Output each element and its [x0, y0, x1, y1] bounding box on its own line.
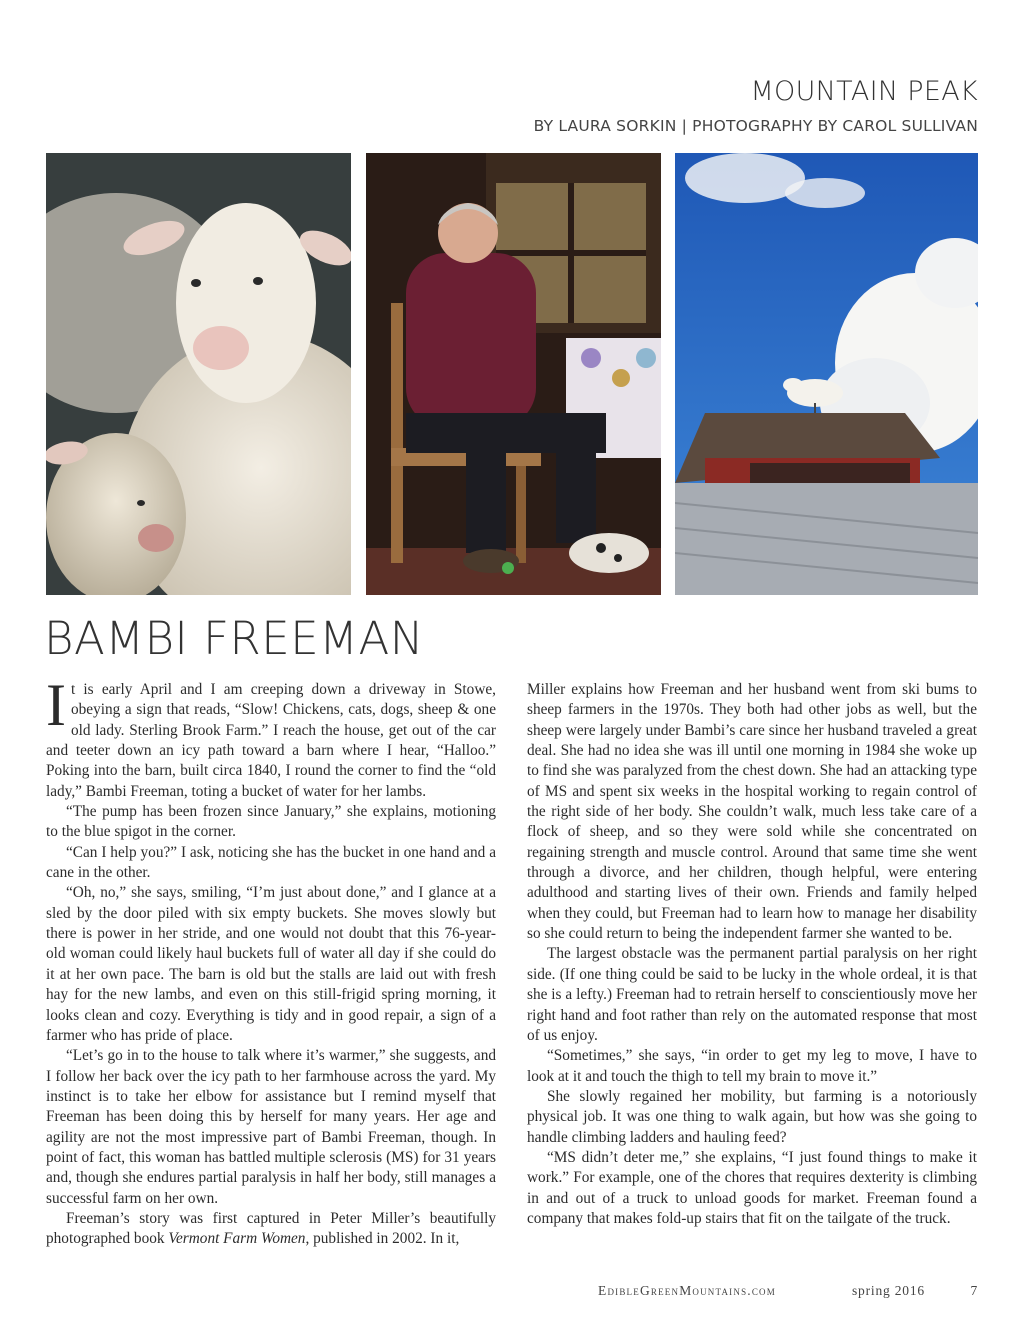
- paragraph: The largest obstacle was the permanent partial paralysis on her right side. (If one thing could be said to be lucky in the whole ordeal, it is that she is a lefty.) Freeman had to retrain herself to conscientiously move her right hand and foot rather than rely on the automated response that most of us enjoy.: [527, 945, 977, 1044]
- article-column-right: [527, 680, 977, 1229]
- page-number: 7: [970, 1283, 978, 1298]
- paragraph: Freeman’s story was first captured in Peter Miller’s beautifully photographed book Vermont Farm Women, published in 2002. In it,: [46, 1209, 496, 1248]
- bambi-freeman-photo: [366, 153, 661, 595]
- paragraph: “Sometimes,” she says, “in order to get my leg to move, I have to look at it and touch the thigh to tell my brain to move it.”: [527, 1047, 977, 1085]
- byline: BY LAURA SORKIN | PHOTOGRAPHY BY CAROL SULLIVAN: [533, 117, 978, 135]
- sheep-weathervane-photo: [675, 153, 978, 595]
- section-heading: MOUNTAIN PEAK: [750, 76, 978, 107]
- book-title: Vermont Farm Women: [168, 1230, 306, 1248]
- paragraph: “Let’s go in to the house to talk where it’s warmer,” she suggests, and I follow her back over the icy path to her farmhouse across the yard. My instinct is to take her elbow for assistance but I remind myself that Freeman has been doing this by herself for many years. Her age and agility are not the most impressive part of Bambi Freeman, though. In point of fact, this woman has battled multiple sclerosis (MS) for 31 years and, though she endures partial paralysis in half her body, still manages a successful farm on her own.: [46, 1047, 496, 1207]
- sheep-photo: [46, 153, 351, 595]
- footer-website: EdibleGreenMountains.com: [598, 1283, 776, 1298]
- paragraph: Miller explains how Freeman and her husband went from ski bums to sheep farmers in the 1970s. They both had other jobs as well, but the sheep were largely under Bambi’s care since her husband traveled a great deal. She had no idea she was ill until one morning in 1984 she woke up to find she was paralyzed from the chest down. She had an attacking type of MS and spent six weeks in the hospital working to regain control of the right side of her body. She couldn’t walk, much less take care of a flock of sheep, and so they were sold while she concentrated on regaining strength and muscle control. Around that same time she went through a divorce, and her children, though helpful, were entering adulthood and starting lives of their own. Friends and family helped when they could, but Freeman had to learn how to manage her disability so she could return to being the independent farmer she wanted to be.: [527, 681, 977, 943]
- paragraph: She slowly regained her mobility, but farming is a notoriously physical job. It was one thing to walk again, but how was she going to handle climbing ladders and hauling feed?: [527, 1087, 977, 1146]
- paragraph: “Oh, no,” she says, smiling, “I’m just about done,” and I glance at a sled by the door piled with six empty buckets. She moves slowly but there is power in her stride, and one would not doubt that this 76-year-old woman could likely haul buckets full of water all day if she could do it at her own pace. The barn is old but the stalls are laid out with fresh hay for the new lambs, and even on this still-frigid spring morning, it looks clean and cozy. Everything is tidy and in good repair, a sign of a farmer who has pride of place.: [46, 884, 496, 1044]
- paragraph: “Can I help you?” I ask, noticing she has the bucket in one hand and a cane in the other.: [46, 843, 496, 882]
- paragraph: “MS didn’t deter me,” she explains, “I just found things to make it work.” For example, one of the chores that requires dexterity is climbing in and out of a truck to unload goods for market. Freeman found a company that makes fold-up stairs that fit on the tailgate of the truck.: [527, 1148, 977, 1227]
- article-column-left: [46, 672, 496, 1250]
- article-title: BAMBI FREEMAN: [44, 612, 424, 665]
- paragraph: It is early April and I am creeping down a driveway in Stowe, obeying a sign that reads, “Slow! Chickens, cats, dogs, sheep & one old lady. Sterling Brook Farm.” I reach the house, get out of the car and teeter down an icy path toward a barn where I hear, “Halloo.” Poking into the barn, built circa 1840, I round the corner to find the “old lady,” Bambi Freeman, toting a bucket of water for her lambs.: [46, 672, 496, 800]
- paragraph: “The pump has been frozen since January,” she explains, motioning to the blue spigot in the corner.: [46, 803, 496, 841]
- footer-issue: spring 2016: [852, 1283, 925, 1298]
- drop-cap: I: [46, 672, 66, 738]
